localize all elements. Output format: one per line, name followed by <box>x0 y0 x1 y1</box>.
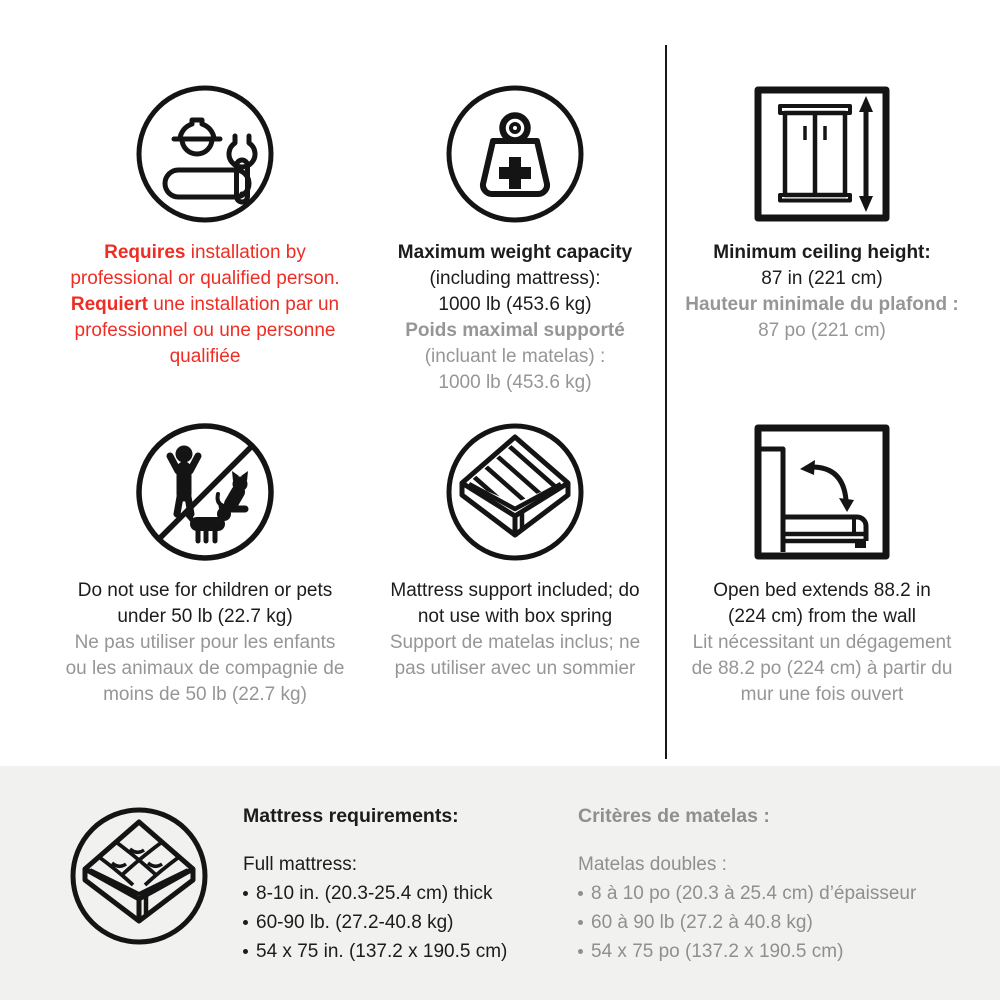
requirements-subheading: Full mattress: <box>243 854 358 875</box>
text-line: pas utiliser avec un sommier <box>394 658 636 679</box>
text-line: mur une fois ouvert <box>740 684 904 705</box>
requirement-item <box>578 908 968 937</box>
ceiling-height-icon <box>752 84 892 224</box>
text-line: Support de matelas inclus; ne <box>389 632 641 653</box>
max-weight-icon <box>445 84 585 224</box>
requirements-heading: Critères de matelas : <box>578 805 770 827</box>
section-text <box>40 240 370 370</box>
text-line: moins de 50 lb (22.7 kg) <box>103 684 307 705</box>
text-line <box>40 292 370 318</box>
text-line: ou les animaux de compagnie de <box>65 658 345 679</box>
section-ceiling-height <box>672 84 972 344</box>
text-span: installation by <box>185 242 306 263</box>
section-mattress-support <box>360 422 670 682</box>
requirement-text: 54 x 75 po (137.2 x 190.5 cm) <box>591 941 844 962</box>
section-text <box>360 578 670 682</box>
text-line: (incluant le matelas) : <box>424 346 606 367</box>
mattress-requirements-en <box>243 803 553 966</box>
requirement-text: 8-10 in. (20.3-25.4 cm) thick <box>256 883 493 904</box>
text-line: Open bed extends 88.2 in <box>713 580 931 601</box>
bold-word: Requires <box>104 242 186 263</box>
requirement-text: 60-90 lb. (27.2-40.8 kg) <box>256 912 454 933</box>
requirement-item <box>243 908 553 937</box>
text-line: under 50 lb (22.7 kg) <box>117 606 293 627</box>
section-installation <box>40 84 370 370</box>
text-line: professional or qualified person. <box>70 268 340 289</box>
text-line: 87 in (221 cm) <box>761 268 883 289</box>
section-text <box>672 578 972 708</box>
open-bed-extension-icon <box>752 422 892 562</box>
mattress-icon <box>69 806 209 946</box>
text-line: (224 cm) from the wall <box>728 606 916 627</box>
requirement-item <box>243 879 553 908</box>
text-line: not use with box spring <box>417 606 613 627</box>
requirements-heading: Mattress requirements: <box>243 805 459 827</box>
bullet-dot <box>243 920 248 925</box>
mattress-requirements-fr <box>578 803 968 966</box>
requirement-item <box>243 937 553 966</box>
text-line: de 88.2 po (224 cm) à partir du <box>691 658 953 679</box>
text-line: 1000 lb (453.6 kg) <box>438 372 592 393</box>
no-children-pets-icon <box>135 422 275 562</box>
text-line: (including mattress): <box>429 268 601 289</box>
text-line <box>40 240 370 266</box>
installer-icon <box>135 84 275 224</box>
text-line: Maximum weight capacity <box>397 242 633 263</box>
text-span: une installation par un <box>147 294 340 315</box>
bullet-dot <box>578 949 583 954</box>
text-line: Hauteur minimale du plafond : <box>685 294 959 315</box>
requirement-text: 8 à 10 po (20.3 à 25.4 cm) d’épaisseur <box>591 883 917 904</box>
text-line: Do not use for children or pets <box>77 580 333 601</box>
section-text <box>672 240 972 344</box>
requirement-item <box>578 879 968 908</box>
section-text <box>40 578 370 708</box>
bullet-dot <box>578 891 583 896</box>
text-line: Ne pas utiliser pour les enfants <box>74 632 336 653</box>
requirement-text: 60 à 90 lb (27.2 à 40.8 kg) <box>591 912 813 933</box>
text-line: 1000 lb (453.6 kg) <box>438 294 592 315</box>
bullet-dot <box>243 891 248 896</box>
bullet-dot <box>578 920 583 925</box>
mattress-requirements-panel <box>0 766 1000 1000</box>
text-line: Minimum ceiling height: <box>713 242 931 263</box>
bold-word: Requiert <box>70 294 148 315</box>
text-line: qualifiée <box>169 346 241 367</box>
text-line: Poids maximal supporté <box>405 320 625 341</box>
requirement-text: 54 x 75 in. (137.2 x 190.5 cm) <box>256 941 508 962</box>
text-line: Mattress support included; do <box>390 580 640 601</box>
requirement-item <box>578 937 968 966</box>
text-line: professionnel ou une personne <box>74 320 336 341</box>
section-no-children-pets <box>40 422 370 708</box>
section-max-weight <box>360 84 670 396</box>
bullet-dot <box>243 949 248 954</box>
section-text <box>360 240 670 396</box>
text-line: Lit nécessitant un dégagement <box>692 632 952 653</box>
text-line: 87 po (221 cm) <box>758 320 886 341</box>
requirements-subheading: Matelas doubles : <box>578 854 727 875</box>
section-open-bed <box>672 422 972 708</box>
mattress-support-icon <box>445 422 585 562</box>
